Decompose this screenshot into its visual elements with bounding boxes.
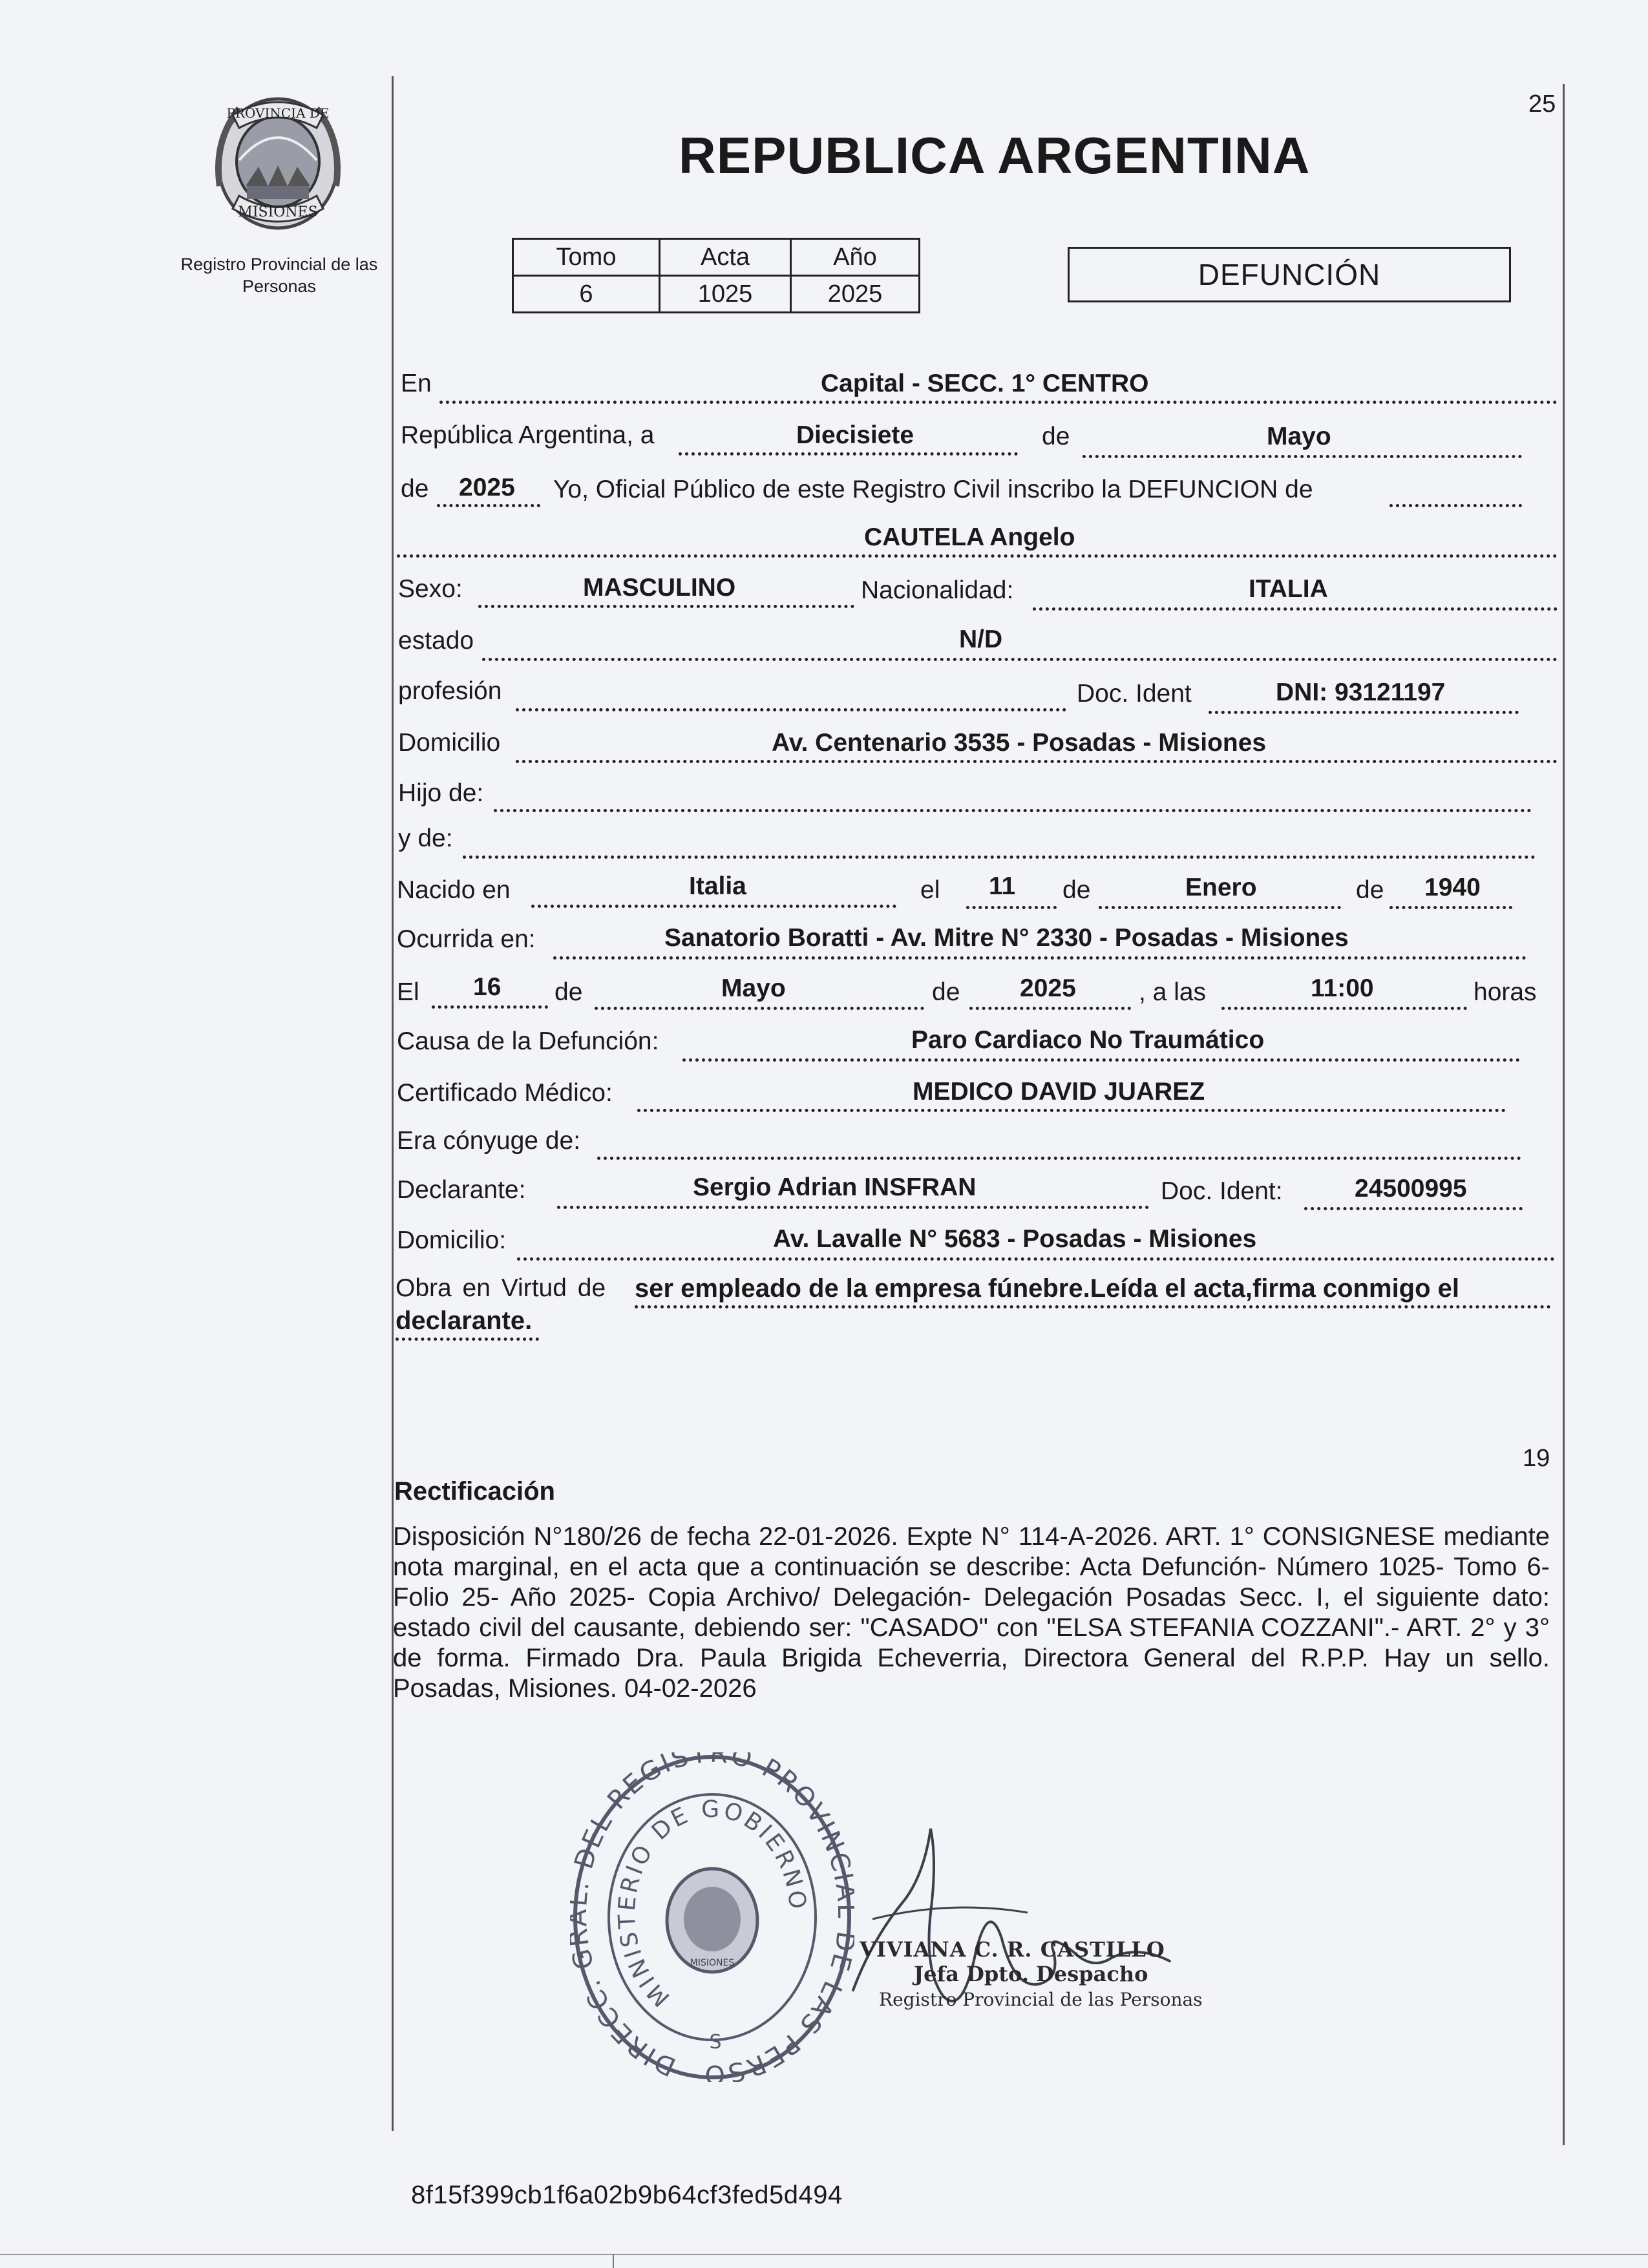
month-line bbox=[1083, 455, 1522, 458]
year-line bbox=[437, 504, 540, 507]
obra-text-line2: declarante. bbox=[396, 1307, 533, 1335]
right-margin-line bbox=[1563, 84, 1565, 2145]
anio-value: 2025 bbox=[791, 276, 920, 313]
de-label-5: de bbox=[555, 978, 583, 1006]
conyuge-label: Era cónyuge de: bbox=[397, 1127, 581, 1155]
causa-value: Paro Cardiaco No Traumático bbox=[911, 1026, 1265, 1054]
death-year-value: 2025 bbox=[1020, 974, 1076, 1002]
death-day-value: 16 bbox=[473, 973, 502, 1001]
death-month-value: Mayo bbox=[721, 974, 786, 1002]
causa-label: Causa de la Defunción: bbox=[397, 1027, 659, 1055]
sexo-value: MASCULINO bbox=[583, 574, 736, 602]
death-day-line bbox=[432, 1005, 548, 1009]
tomo-header: Tomo bbox=[513, 239, 660, 276]
anio-header: Año bbox=[791, 239, 920, 276]
seal-bottom-text: S bbox=[709, 2031, 722, 2053]
nacionalidad-value: ITALIA bbox=[1249, 575, 1328, 603]
deceased-name-value: CAUTELA Angelo bbox=[864, 523, 1075, 551]
a-las-label: , a las bbox=[1139, 978, 1207, 1006]
y-de-label: y de: bbox=[398, 824, 453, 852]
deceased-name-line bbox=[397, 554, 1558, 558]
de-label-1: de bbox=[1042, 423, 1070, 450]
left-margin-line bbox=[392, 76, 394, 2131]
birth-month-line bbox=[1099, 906, 1341, 909]
rectificacion-title: Rectificación bbox=[394, 1477, 555, 1506]
page-number: 25 bbox=[1528, 90, 1556, 118]
domicilio2-line bbox=[517, 1257, 1555, 1261]
doc-ident-label: Doc. Ident bbox=[1077, 680, 1192, 708]
obra-text-line1: ser empleado de la empresa fúnebre.Leída el acta,firma conmigo el bbox=[635, 1274, 1460, 1303]
birth-day-value: 11 bbox=[989, 872, 1016, 900]
death-month-line bbox=[595, 1007, 924, 1010]
inscribe-line bbox=[1389, 504, 1522, 507]
bottom-edge-line bbox=[0, 2254, 1648, 2255]
obra-line-1 bbox=[635, 1305, 1551, 1308]
nacido-en-value: Italia bbox=[689, 872, 746, 900]
day-words-value: Diecisiete bbox=[796, 421, 914, 449]
seal-outer-text: DIRECC. DEL REGISTRO PROVINC E LAS PERSO bbox=[570, 1752, 854, 2082]
ocurrida-en-line bbox=[553, 956, 1527, 960]
conyuge-line bbox=[597, 1157, 1521, 1160]
declarante-label: Declarante: bbox=[397, 1176, 526, 1204]
page-title: REPUBLICA ARGENTINA bbox=[679, 127, 1311, 184]
rectificacion-body: Disposición N°180/26 de fecha 22-01-2026. Expte N° 114-A-2026. ART. 1° CONSIGNESE mediante nota marginal, en el acta que a continuación se describe: Acta Defunción- Número 1025- Tomo 6- Folio 25- Año 2025- Copia Archivo/ Delegación- Delegación Posadas Secc. I, el siguiente dato: estado civil del causante, debiendo ser: "CASADO" con "ELSA STEFANIA COZZANI".- ART. 2° y 3° de forma. Firmado Dra. Paula Brigida Echeverria, Directora General del R.P.P. Hay un sello. Posadas, Misiones. 04-02-2026 bbox=[393, 1522, 1550, 1703]
y-de-line bbox=[463, 856, 1536, 859]
place-value: Capital - SECC. 1° CENTRO bbox=[821, 370, 1149, 397]
acta-header: Acta bbox=[660, 239, 791, 276]
declarante-line bbox=[557, 1206, 1149, 1209]
death-year-line bbox=[969, 1007, 1131, 1010]
seal-center-text: MISIONES bbox=[690, 1958, 735, 1968]
republica-label: República Argentina, a bbox=[401, 421, 655, 449]
tomo-value: 6 bbox=[513, 276, 660, 313]
sexo-line bbox=[478, 605, 854, 608]
death-time-value: 11:00 bbox=[1311, 974, 1374, 1002]
month-value: Mayo bbox=[1267, 423, 1331, 450]
doc-ident-line bbox=[1209, 711, 1519, 714]
de-label-4: de bbox=[1356, 876, 1384, 904]
estado-label: estado bbox=[398, 627, 474, 655]
birth-year-line bbox=[1389, 906, 1512, 909]
place-line bbox=[439, 401, 1558, 404]
de-label-6: de bbox=[932, 978, 960, 1006]
profesion-line bbox=[516, 708, 1066, 711]
doc-ident-value: DNI: 93121197 bbox=[1276, 678, 1446, 706]
de-label-2: de bbox=[401, 475, 429, 503]
registry-name: Registro Provincial de las Personas bbox=[180, 255, 378, 296]
signer-name: VIVIANA C. R. CASTILLO bbox=[860, 1937, 1165, 1962]
nacionalidad-line bbox=[1033, 607, 1558, 611]
inscribe-text: Yo, Oficial Público de este Registro Civil inscribo la DEFUNCION de bbox=[553, 476, 1313, 503]
estado-line bbox=[482, 658, 1558, 661]
ocurrida-label: Ocurrida en: bbox=[397, 925, 536, 953]
province-logo bbox=[207, 89, 349, 238]
ocurrida-en-value: Sanatorio Boratti - Av. Mitre N° 2330 - Posadas - Misiones bbox=[664, 924, 1349, 952]
certificado-value: MEDICO DAVID JUAREZ bbox=[913, 1078, 1205, 1106]
document-hash: 8f15f399cb1f6a02b9b64cf3fed5d494 bbox=[411, 2181, 843, 2209]
domicilio2-value: Av. Lavalle N° 5683 - Posadas - Misiones bbox=[773, 1225, 1257, 1253]
death-time-line bbox=[1221, 1007, 1467, 1010]
domicilio-value: Av. Centenario 3535 - Posadas - Misiones bbox=[772, 729, 1267, 757]
hijo-label: Hijo de: bbox=[398, 779, 484, 807]
sexo-label: Sexo: bbox=[398, 575, 463, 603]
doc-ident2-value: 24500995 bbox=[1355, 1175, 1467, 1202]
el-cap-label: El bbox=[397, 978, 419, 1006]
hijo-line bbox=[494, 809, 1532, 812]
year-value: 2025 bbox=[459, 474, 515, 501]
record-table bbox=[512, 238, 920, 313]
acta-value: 1025 bbox=[660, 276, 791, 313]
profesion-label: profesión bbox=[398, 677, 502, 705]
logo-bottom-text: MISIONES bbox=[238, 204, 318, 220]
de-label-3: de bbox=[1062, 876, 1091, 904]
certificado-label: Certificado Médico: bbox=[397, 1079, 613, 1107]
birth-month-value: Enero bbox=[1185, 874, 1257, 901]
bottom-tick bbox=[613, 2254, 614, 2268]
doc-ident2-line bbox=[1304, 1207, 1523, 1210]
domicilio2-label: Domicilio: bbox=[397, 1226, 507, 1254]
day-words-line bbox=[679, 452, 1018, 456]
domicilio-line bbox=[516, 760, 1558, 763]
domicilio-label: Domicilio bbox=[398, 729, 501, 757]
nacido-en-line bbox=[531, 905, 896, 908]
signer-position: Jefa Dpto. Despacho bbox=[914, 1962, 1148, 1986]
doc-ident2-label: Doc. Ident: bbox=[1161, 1177, 1283, 1205]
causa-line bbox=[682, 1058, 1520, 1062]
seal-inner-text: MINISTERIO DE GOBIERNO bbox=[613, 1796, 811, 2011]
nacionalidad-label: Nacionalidad: bbox=[861, 576, 1014, 604]
birth-day-line bbox=[966, 906, 1057, 909]
el-label: el bbox=[920, 876, 940, 904]
estado-value: N/D bbox=[959, 625, 1003, 653]
declarante-value: Sergio Adrian INSFRAN bbox=[693, 1173, 977, 1201]
en-label: En bbox=[401, 370, 432, 397]
record-type-box: DEFUNCIÓN bbox=[1068, 247, 1511, 302]
official-seal bbox=[570, 1752, 854, 2082]
nacido-label: Nacido en bbox=[397, 876, 511, 904]
obra-label: Obra en Virtud de bbox=[396, 1274, 606, 1302]
horas-label: horas bbox=[1474, 978, 1537, 1006]
birth-year-value: 1940 bbox=[1424, 874, 1481, 901]
certificado-line bbox=[637, 1109, 1506, 1112]
signer-office: Registro Provincial de las Personas bbox=[879, 1989, 1203, 2010]
logo-top-text: PROVINCIA DE bbox=[226, 105, 330, 121]
rectificacion-page-number: 19 bbox=[1523, 1445, 1550, 1472]
obra-line-2 bbox=[396, 1338, 539, 1341]
